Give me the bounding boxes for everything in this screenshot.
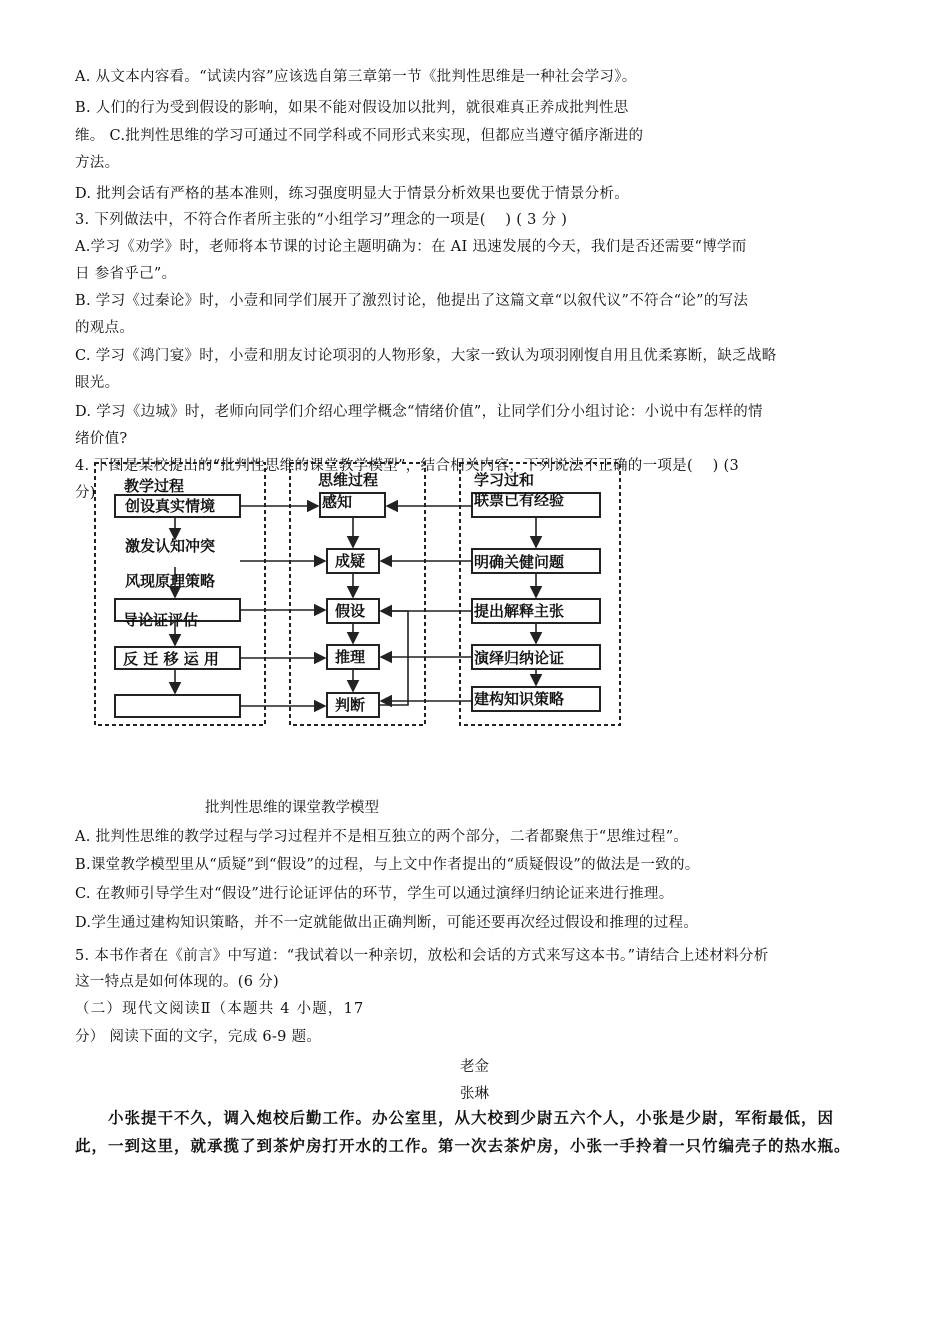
text-line: 维。 C.批判性思维的学习可通过不同学科或不同形式来实现，但都应当遵守循序渐进的 [75, 128, 644, 144]
col2-label: 假设 [335, 602, 366, 620]
text-line: 分) [75, 485, 96, 501]
question-3: 3. 下列做法中，不符合作者所主张的“小组学习”理念的一项是( ) ( 3 分 ) [75, 212, 568, 228]
option-d: D. 学习《边城》时，老师向同学们介绍心理学概念“情绪价值”，让同学们分小组讨论：小说中有怎样的情 [75, 404, 763, 420]
option-a: A.学习《劝学》时，老师将本节课的讨论主题明确为：在 AI 迅速发展的今天，我们是否还需要“博学而 [75, 239, 747, 255]
option-c: C. 在教师引导学生对“假设”进行论证评估的环节，学生可以通过演绎归纳论证来进行推理。 [75, 886, 674, 902]
option-b: B. 学习《过秦论》时，小壹和同学们展开了激烈讨论，他提出了这篇文章“以叙代议”不符合“论”的写法 [75, 293, 749, 309]
col1-label: 风现原理策略 [125, 572, 216, 590]
story-paragraph-line: 小张提干不久，调入炮校后勤工作。办公室里，从大校到少尉五六个人，小张是少尉，军衔最低，因 [75, 1108, 835, 1127]
col1-label: 创设真实情境 [125, 497, 216, 515]
question-4: 4. 下图是某校提出的“批判性思维的课堂教学模型”，结合相关内容，下列说法不正确的一项是( ) (3 [75, 458, 739, 474]
option-c: C. 学习《鸿门宴》时，小壹和朋友讨论项羽的人物形象，大家一致认为项羽刚愎自用且优柔寡断，缺乏战略 [75, 348, 777, 364]
col3-label: 建构知识策略 [474, 690, 565, 708]
story-author: 张琳 [460, 1086, 489, 1102]
col1-box-empty [115, 695, 240, 717]
col3-label: 联票已有经验 [474, 491, 565, 509]
col2-label: 判断 [335, 696, 366, 714]
col2-label: 成疑 [335, 552, 366, 570]
option-d: D.学生通过建构知识策略，并不一定就能做出正确判断，可能还要再次经过假设和推理的过程。 [75, 915, 699, 931]
text-line: 绪价值? [75, 431, 128, 447]
text-line: 方法。 [75, 155, 120, 171]
col3-label: 提出解释主张 [474, 602, 565, 620]
text-line: A. 从文本内容看。“试读内容”应该选自第三章第一节《批判性思维是一种社会学习》。 [75, 69, 637, 85]
col1-label: 激发认知冲突 [125, 537, 216, 555]
col2-label: 感知 [322, 493, 353, 511]
col3-label: 明确关健问题 [474, 553, 565, 571]
col1-label: 导论证评估 [123, 611, 199, 629]
section-heading: （二）现代文阅读Ⅱ（本题共 4 小题，17 [75, 1001, 365, 1017]
option-a: A. 批判性思维的教学过程与学习过程并不是相互独立的两个部分，二者都聚焦于“思维过程”。 [75, 829, 689, 845]
text-line: 的观点。 [75, 320, 135, 336]
col3-label: 演绎归纳论证 [474, 649, 565, 667]
col1-label: 反 迁 移 运 用 [123, 650, 219, 668]
col2-title: 思维过程 [318, 471, 379, 489]
section-instruction: 分） 阅读下面的文字，完成 6-9 题。 [75, 1029, 322, 1045]
story-title: 老金 [460, 1059, 489, 1075]
teaching-model-diagram [90, 455, 630, 740]
story-paragraph-line: 此，一到这里，就承揽了到茶炉房打开水的工作。第一次去茶炉房，小张一手拎着一只竹编壳子的热水瓶。 [75, 1136, 851, 1155]
col1-title: 教学过程 [124, 477, 185, 495]
col2-label: 推理 [335, 648, 366, 666]
diagram-caption: 批判性思维的课堂教学模型 [205, 800, 379, 816]
option-b: B.课堂教学模型里从“质疑”到“假设”的过程，与上文中作者提出的“质疑假设”的做法是一致的。 [75, 857, 700, 873]
col3-title: 学习过和 [474, 471, 535, 489]
text-line: D. 批判会话有严格的基本准则，练习强度明显大于情景分析效果也要优于情景分析。 [75, 186, 630, 202]
text-line: 眼光。 [75, 375, 120, 391]
text-line: B. 人们的行为受到假设的影响，如果不能对假设加以批判，就很难真正养成批判性思 [75, 100, 629, 116]
text-line: 日 参省乎己”。 [75, 266, 177, 282]
text-line: 这一特点是如何体现的。(6 分) [75, 974, 279, 990]
question-5: 5. 本书作者在《前言》中写道：“我试着以一种亲切，放松和会话的方式来写这本书。”请结合上述材料分析 [75, 948, 769, 964]
